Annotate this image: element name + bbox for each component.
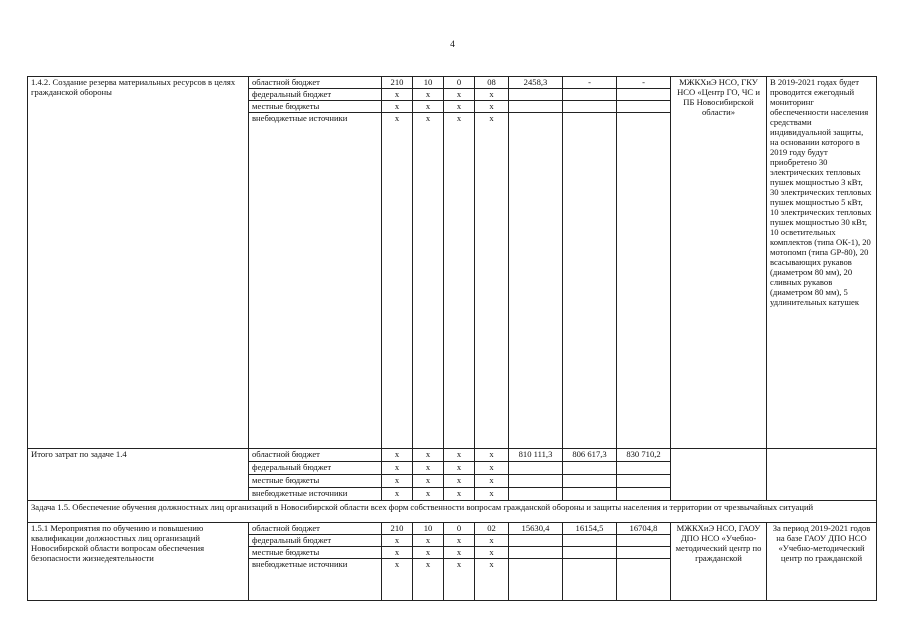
amount-v2019 [509,559,563,601]
amount-v2021 [617,462,671,475]
measure-name: 1.4.2. Создание резерва материальных ресурсов в целях гражданской обороны [28,77,249,449]
funding-source: внебюджетные источники [249,559,382,601]
budget-code: x [475,547,509,559]
page-number: 4 [450,40,455,50]
measure-name: Итого затрат по задаче 1.4 [28,449,249,501]
expected-result [767,449,877,501]
amount-v2019 [509,101,563,113]
budget-code: x [444,113,475,449]
budget-code: 0 [444,77,475,89]
budget-code: x [475,449,509,462]
amount-v2020 [563,462,617,475]
amount-v2021 [617,89,671,101]
budget-code: x [413,547,444,559]
amount-v2021 [617,475,671,488]
budget-code: x [413,89,444,101]
budget-code: x [382,535,413,547]
budget-code: x [444,462,475,475]
budget-code: x [444,449,475,462]
amount-v2020: 806 617,3 [563,449,617,462]
amount-v2019 [509,547,563,559]
budget-code: x [413,559,444,601]
budget-code: x [413,101,444,113]
budget-code: 02 [475,523,509,535]
budget-code: x [475,535,509,547]
amount-v2019 [509,535,563,547]
amount-v2020 [563,475,617,488]
budget-code: x [475,101,509,113]
budget-code: x [444,547,475,559]
budget-code: x [444,559,475,601]
executor: МЖКХиЭ НСО, ГАОУ ДПО НСО «Учебно-методический центр по гражданской [671,523,767,601]
measure-name: 1.5.1 Мероприятия по обучению и повышению квалификации должностных лиц организаций Новосибирской области вопросам обеспечения безопасности жизнедеятельности [28,523,249,601]
amount-v2021: 16704,8 [617,523,671,535]
executor: МЖКХиЭ НСО, ГКУ НСО «Центр ГО, ЧС и ПБ Новосибирской области» [671,77,767,449]
budget-code: 10 [413,523,444,535]
funding-source: федеральный бюджет [249,535,382,547]
budget-code: x [382,462,413,475]
budget-code: x [382,559,413,601]
amount-v2020 [563,488,617,501]
budget-code: x [413,113,444,449]
amount-v2019: 15630,4 [509,523,563,535]
amount-v2021: 830 710,2 [617,449,671,462]
funding-source: федеральный бюджет [249,89,382,101]
budget-code: 210 [382,523,413,535]
amount-v2019: 2458,3 [509,77,563,89]
table-row [28,449,877,462]
amount-v2021 [617,547,671,559]
budget-code: x [444,89,475,101]
amount-v2020: - [563,77,617,89]
funding-source: федеральный бюджет [249,462,382,475]
budget-code: x [475,462,509,475]
funding-source: областной бюджет [249,523,382,535]
amount-v2019 [509,488,563,501]
budget-code: 0 [444,523,475,535]
budget-code: x [444,535,475,547]
budget-code: x [413,488,444,501]
amount-v2021 [617,113,671,449]
budget-code: x [413,475,444,488]
amount-v2020 [563,89,617,101]
funding-source: внебюджетные источники [249,488,382,501]
budget-code: x [413,535,444,547]
budget-code: x [444,475,475,488]
amount-v2019 [509,475,563,488]
budget-code: x [382,101,413,113]
amount-v2020: 16154,5 [563,523,617,535]
table-row [28,523,877,535]
funding-source: местные бюджеты [249,101,382,113]
amount-v2019 [509,113,563,449]
budget-code: x [475,559,509,601]
budget-code: x [475,488,509,501]
budget-code: x [382,89,413,101]
amount-v2019 [509,89,563,101]
funding-source: областной бюджет [249,77,382,89]
budget-code: x [382,547,413,559]
budget-code: x [413,449,444,462]
amount-v2021: - [617,77,671,89]
funding-source: областной бюджет [249,449,382,462]
budget-code: x [475,475,509,488]
funding-source: внебюджетные источники [249,113,382,449]
amount-v2019 [509,462,563,475]
budget-code: x [444,101,475,113]
amount-v2020 [563,113,617,449]
budget-code: x [382,449,413,462]
funding-source: местные бюджеты [249,547,382,559]
amount-v2021 [617,101,671,113]
amount-v2020 [563,101,617,113]
amount-v2021 [617,488,671,501]
budget-code: 08 [475,77,509,89]
amount-v2020 [563,547,617,559]
expected-result: За период 2019-2021 годов на базе ГАОУ ДПО НСО «Учебно-методический центр по гражданской [767,523,877,601]
budget-code: x [382,475,413,488]
amount-v2019: 810 111,3 [509,449,563,462]
expected-result: В 2019-2021 годах будет проводится ежегодный мониторинг обеспеченности населения средствами индивидуальной защиты, на основании которого в 2019 году будут приобретено 30 электрических тепловых пушек мощностью 3 кВт, 30 электрических тепловых пушек мощностью 5 кВт, 10 электрических тепловых пушек мощностью 30 кВт, 10 осветительных комплектов (типа ОК-1), 20 мотопомп (типа GP-80), 20 всасывающих рукавов (диаметром 80 мм), 20 сливных рукавов (диаметром 80 мм), 5 удлинительных катушек [767,77,877,449]
executor [671,449,767,501]
amount-v2020 [563,535,617,547]
task-heading: Задача 1.5. Обеспечение обучения должностных лиц организаций в Новосибирской области всех форм собственности вопросам гражданской обороны и защиты населения и территории от чрезвычайных ситуаций [28,501,877,523]
budget-code: x [413,462,444,475]
table-row [28,77,877,89]
budget-code: x [475,89,509,101]
budget-code: 210 [382,77,413,89]
program-table [27,76,877,601]
task-heading-row [28,501,877,523]
budget-code: x [444,488,475,501]
amount-v2021 [617,535,671,547]
budget-code: x [382,488,413,501]
amount-v2021 [617,559,671,601]
funding-source: местные бюджеты [249,475,382,488]
budget-code: x [382,113,413,449]
budget-code: 10 [413,77,444,89]
budget-code: x [475,113,509,449]
amount-v2020 [563,559,617,601]
